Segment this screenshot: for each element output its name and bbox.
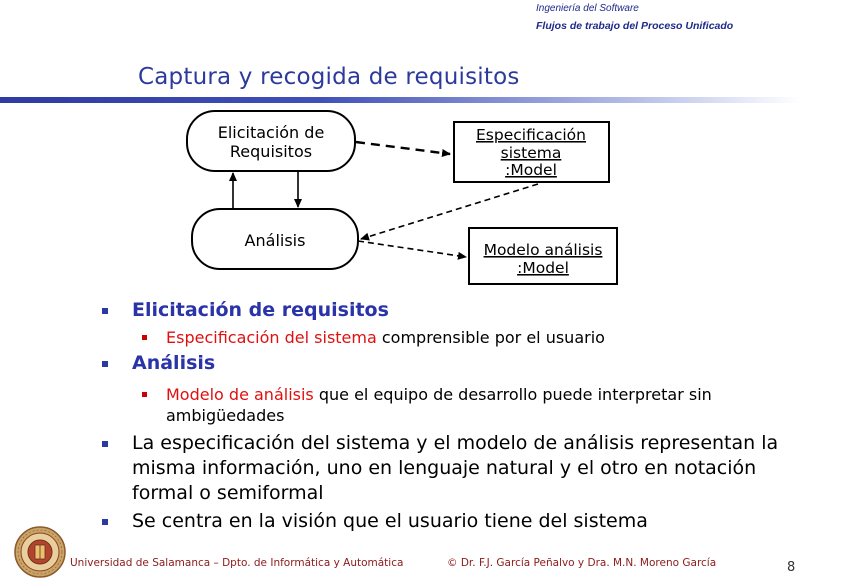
especificacion-line3: :Model [505,161,557,179]
title-underline-bar [0,97,800,103]
bullet-vision-usuario: Se centra en la visión que el usuario tiene del sistema [100,509,820,534]
dashed-arrow-analisis-to-modelo [358,241,466,257]
bullet-square-icon [102,361,108,367]
dashed-arrow-elicitacion-to-especificacion [356,142,450,154]
especificacion-line2: sistema [500,144,562,162]
slide-title: Captura y recogida de requisitos [138,64,520,90]
bullet-elicitacion: Elicitación de requisitos [100,298,820,323]
course-header: Ingeniería del Software [536,3,639,14]
footer-authors: © Dr. F.J. García Peñalvo y Dra. M.N. Moreno García [447,557,717,569]
highlight-especificacion: Especificación del sistema [166,328,377,347]
elicitacion-label-line1: Elicitación de [217,123,325,142]
bullet-square-icon [102,441,108,447]
bullet-square-icon [102,308,108,314]
course-subtitle: Flujos de trabajo del Proceso Unificado [536,20,734,32]
especificacion-line1: Especificación [476,126,586,144]
sub-bullet-text: comprensible por el usuario [376,328,605,347]
sub-bullet-text: que el equipo de desarrollo puede interpretar sin ambigüedades [166,385,712,425]
bullet-representacion: La especificación del sistema y el modelo de análisis representan la misma información, uno en lenguaje natural y el otro en notación formal o semiformal [100,431,820,506]
analisis-label: Análisis [244,231,306,250]
modelo-line2: :Model [517,259,569,277]
page-number: 8 [787,560,796,575]
sub-bullet-square-icon [142,392,147,397]
bullet-list [100,298,820,534]
process-diagram [180,106,700,296]
bullet-analisis: Análisis [100,351,820,376]
footer-institution: Universidad de Salamanca – Dpto. de Informática y Automática [70,557,404,569]
modelo-line1: Modelo análisis [483,241,603,259]
elicitacion-label-line2: Requisitos [229,142,313,161]
sub-bullet-square-icon [142,335,147,340]
highlight-modelo: Modelo de análisis [166,385,314,404]
sub-bullet-modelo [100,384,820,426]
bullet-square-icon [102,519,108,525]
university-seal-icon [14,526,66,578]
sub-bullet-especificacion [100,327,820,348]
